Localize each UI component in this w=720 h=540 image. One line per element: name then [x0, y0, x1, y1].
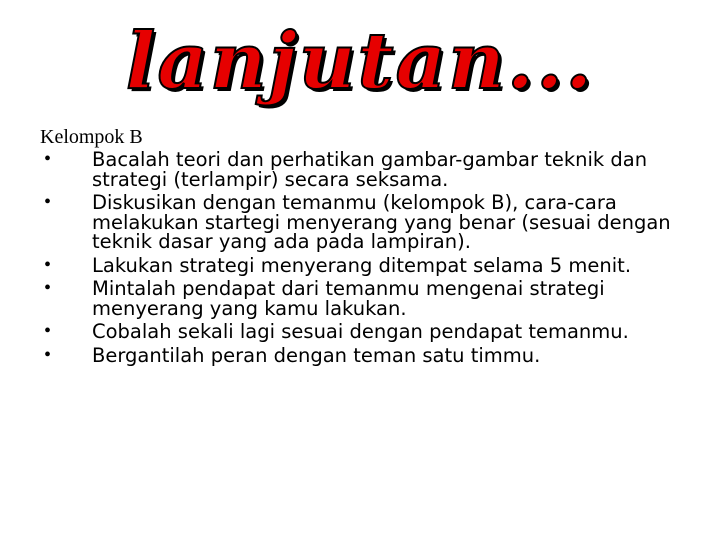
list-item [40, 150, 690, 189]
slide-title: lanjutan... [125, 16, 595, 107]
list-item [40, 343, 690, 367]
bullet-icon: • [44, 277, 52, 299]
list-item [40, 279, 690, 318]
list-item-text: Bacalah teori dan perhatikan gambar-gambar teknik dan strategi (terlampir) secara seksama. [92, 148, 648, 191]
list-item [40, 322, 690, 342]
list-item-text: Bergantilah peran dengan teman satu timmu. [92, 343, 541, 367]
list-item [40, 253, 690, 277]
list-item-text: Mintalah pendapat dari temanmu mengenai strategi menyerang yang kamu lakukan. [92, 277, 605, 320]
bullet-icon: • [44, 343, 52, 366]
bullet-icon: • [44, 320, 52, 342]
bullet-icon: • [44, 148, 52, 170]
instruction-list [40, 150, 690, 369]
list-item-text: Lakukan strategi menyerang ditempat selama 5 menit. [92, 253, 632, 277]
bullet-icon: • [44, 253, 52, 276]
list-item-text: Cobalah sekali lagi sesuai dengan pendapat temanmu. [92, 320, 629, 343]
bullet-icon: • [44, 191, 52, 213]
section-label: Kelompok B [40, 126, 143, 148]
list-item [40, 193, 690, 252]
list-item-text: Diskusikan dengan temanmu (kelompok B), cara-cara melakukan startegi menyerang yang benar (sesuai dengan teknik dasar yang ada pada lampiran). [92, 191, 671, 253]
